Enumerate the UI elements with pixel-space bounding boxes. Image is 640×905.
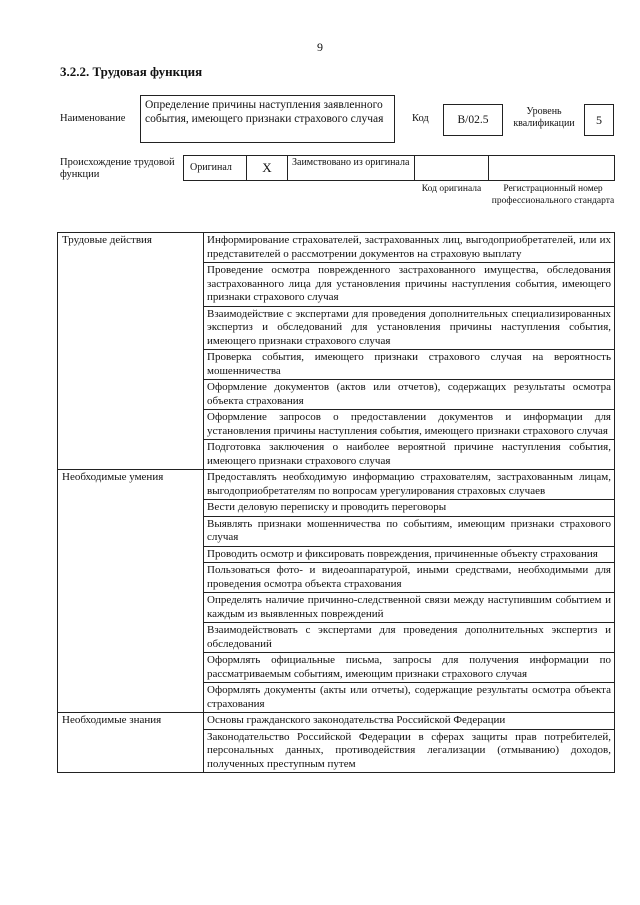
borrowed-label-cell (287, 155, 415, 181)
item-cell: Подготовка заключения о наиболее вероятной причине наступления события, имеющего признаки страхового случая (204, 440, 615, 470)
original-mark: X (262, 160, 272, 175)
item-cell: Оформление запросов о предоставлении документов и информации для установления причины наступления события, имеющего признаки страхового случая (204, 410, 615, 440)
name-label: Наименование (60, 113, 126, 124)
item-cell: Оформлять официальные письма, запросы для получения информации по рассматриваемым событиям, имеющим признаки страхового случая (204, 653, 615, 683)
level-label: Уровень квалификации (513, 106, 575, 129)
original-label-cell (183, 155, 247, 181)
category-cell: Трудовые действия (58, 233, 204, 470)
function-name-box: Определение причины наступления заявленного события, имеющего признаки страхового случая (140, 95, 395, 143)
item-cell: Взаимодействовать с экспертами для проведения дополнительных экспертиз и обследований (204, 623, 615, 653)
item-cell: Оформлять документы (акты или отчеты), содержащие результаты осмотра объекта страхования (204, 683, 615, 713)
code-original-label: Код оригинала (421, 184, 482, 194)
borrowed-label: Заимствовано из оригинала (292, 157, 410, 168)
category-cell: Необходимые умения (58, 470, 204, 713)
function-details-table (57, 232, 615, 773)
item-cell: Законодательство Российской Федерации в сферах защиты прав потребителей, персональных данных, противодействия легализации (отмыванию) доходов, полученных преступным путем (204, 729, 615, 773)
table-row (58, 713, 615, 730)
category-cell: Необходимые знания (58, 713, 204, 773)
item-cell: Оформление документов (актов или отчетов), содержащих результаты осмотра объекта страхования (204, 380, 615, 410)
section-title: 3.2.2. Трудовая функция (60, 64, 203, 79)
item-cell: Определять наличие причинно-следственной связи между наступившим событием и каждым из выявленных повреждений (204, 593, 615, 623)
item-cell: Проводить осмотр и фиксировать повреждения, причиненные объекту страхования (204, 546, 615, 563)
item-cell: Проведение осмотра поврежденного застрахованного имущества, обследования застрахованного лица для установления причины наступления события, имеющего признаки страхового случая (204, 263, 615, 307)
reg-number-label: Регистрационный номер профессионального стандарта (491, 184, 615, 206)
item-cell: Основы гражданского законодательства Российской Федерации (204, 713, 615, 730)
item-cell: Пользоваться фото- и видеоаппаратурой, иными средствами, необходимыми для проведения осмотра объекта страхования (204, 563, 615, 593)
origin-label: Происхождение трудовой функции (60, 157, 175, 180)
code-original-cell (414, 155, 489, 181)
code-label: Код (412, 113, 429, 124)
item-cell: Выявлять признаки мошенничества по событиям, имеющим признаки страхового случая (204, 516, 615, 546)
table-row (58, 233, 615, 263)
code-value-box: B/02.5 (443, 104, 503, 136)
item-cell: Информирование страхователей, застрахованных лиц, выгодоприобретателей, или их представителей о рассмотрении документов на страховую выплату (204, 233, 615, 263)
item-cell: Проверка события, имеющего признаки страхового случая на вероятность мошенничества (204, 350, 615, 380)
reg-number-cell (488, 155, 615, 181)
page-number: 9 (317, 40, 323, 54)
item-cell: Предоставлять необходимую информацию страхователям, застрахованным лицам, выгодоприобретателям по вопросам урегулирования страховых случаев (204, 470, 615, 500)
origin-table (183, 155, 615, 181)
item-cell: Взаимодействие с экспертами для проведения дополнительных специализированных экспертиз и обследований для установления причины наступления события, имеющего признаки страхового случая (204, 306, 615, 350)
original-label: Оригинал (190, 162, 232, 173)
original-mark-cell (246, 155, 288, 181)
item-cell: Вести деловую переписку и проводить переговоры (204, 500, 615, 517)
table-row (58, 470, 615, 500)
level-value-box: 5 (584, 104, 614, 136)
